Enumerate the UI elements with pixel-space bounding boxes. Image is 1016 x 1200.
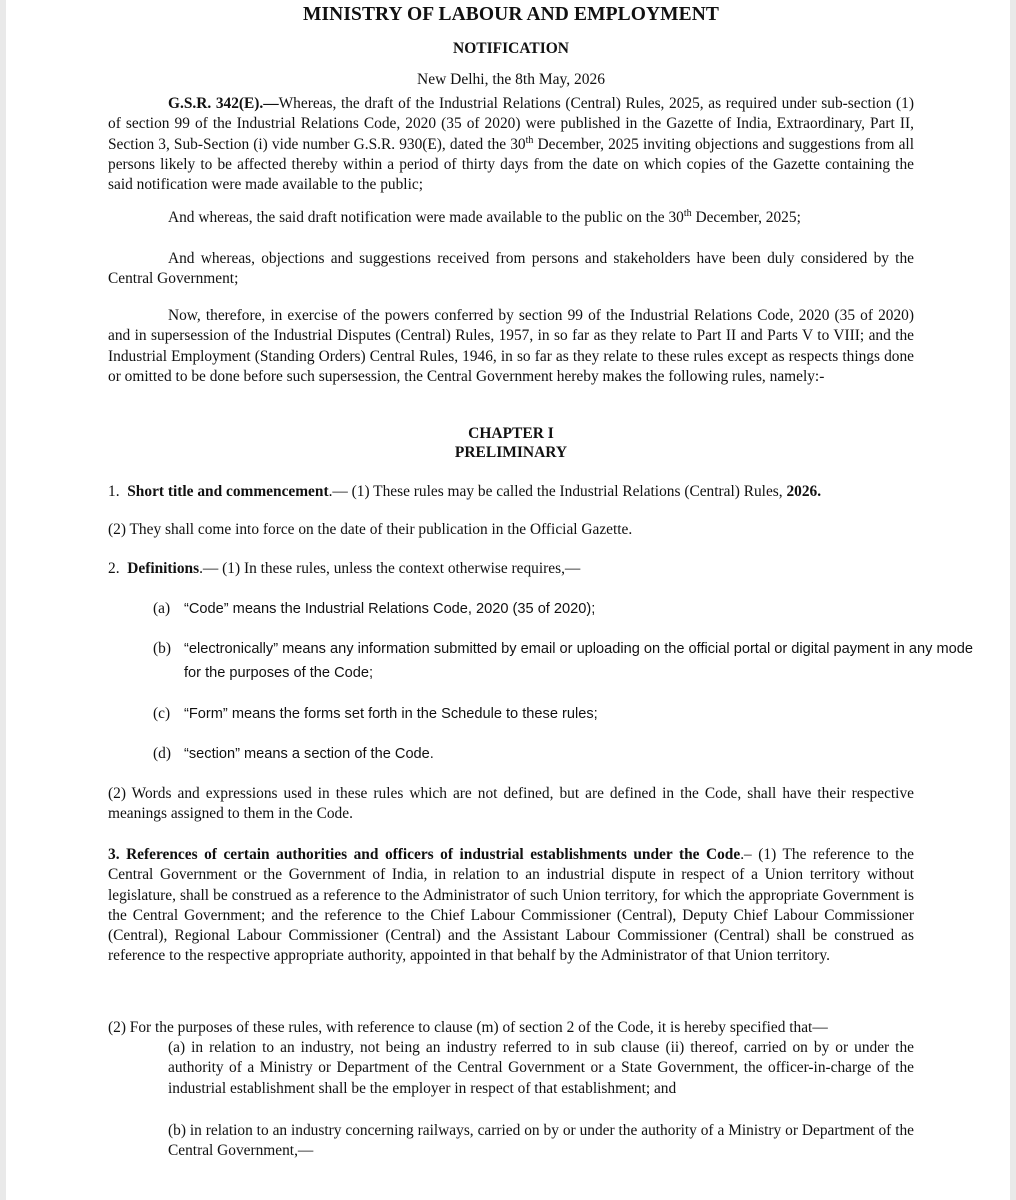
rule-1-subrule-2: (2) They shall come into force on the date of their publication in the Official Gazette. [108,521,633,538]
rule-1: 1. Short title and commencement.— (1) These rules may be called the Industrial Relations (Central) Rules, 2026. [108,483,822,500]
definition-clause-d: (d) “section” means a section of the Code. [153,745,434,762]
rule-2: 2. Definitions.— (1) In these rules, unless the context otherwise requires,— [108,560,581,577]
gsr-reference: G.S.R. 342(E).— [168,95,279,112]
rule-3-heading: 3. References of certain authorities and officers of industrial establishments under the Code [108,846,741,863]
rule-2-heading: Definitions [127,560,200,577]
definition-clause-b: (b) “electronically” means any information submitted by email or uploading on the official portal or digital payment in any mode for the purposes of the Code; [153,640,974,681]
preamble-paragraph-1: G.S.R. 342(E).—Whereas, the draft of the Industrial Relations (Central) Rules, 2025, as required under sub-section (1) of section 99 of the Industrial Relations Code, 2020 (35 of 2020) were published in the Gazette of India, Extraordinary, Part II, Section 3, Sub-Section (i) vide number G.S.R. 930(E), dated the 30th December, 2025 inviting objections and suggestions from all persons likely to be affected thereby within a period of thirty days from the date on which copies of the Gazette containing the said notification were made available to the public; [108,95,914,194]
rule-2-subrule-2: (2) Words and expressions used in these rules which are not defined, but are defined in the Code, shall have their respective meanings assigned to them in the Code. [108,785,914,823]
rule-1-heading: Short title and commencement [127,483,329,500]
rule-3-subrule-2: (2) For the purposes of these rules, with reference to clause (m) of section 2 of the Code, it is hereby specified that— [108,1019,828,1036]
definition-clause-a: (a) “Code” means the Industrial Relations Code, 2020 (35 of 2020); [153,600,596,617]
preamble-paragraph-4: Now, therefore, in exercise of the powers conferred by section 99 of the Industrial Relations Code, 2020 (35 of 2020) and in supersession of the Industrial Disputes (Central) Rules, 1957, in so far as they relate to Part II and Parts V to VIII; and the Industrial Employment (Standing Orders) Central Rules, 1946, in so far as they relate to these rules except as respects things done or omitted to be done before such supersession, the Central Government hereby makes the following rules, namely:- [108,307,914,385]
chapter-number: CHAPTER I [468,425,554,442]
ministry-heading: MINISTRY OF LABOUR AND EMPLOYMENT [302,4,720,25]
chapter-title: PRELIMINARY [454,444,568,461]
preamble-paragraph-3: And whereas, objections and suggestions received from persons and stakeholders have been duly considered by the Central Government; [108,250,914,288]
definition-clause-c: (c) “Form” means the forms set forth in the Schedule to these rules; [153,705,598,722]
place-date: New Delhi, the 8th May, 2026 [417,71,605,88]
rule-3-subrule-2-clause-b: (b) in relation to an industry concerning railways, carried on by or under the authority of a Ministry or Department of the Central Government,— [168,1122,914,1160]
rule-3-subrule-2-clause-a: (a) in relation to an industry, not being an industry referred to in sub clause (ii) thereof, carried on by or under the authority of a Ministry or Department of the Central Government or a State Government, the officer-in-charge of the industrial establishment shall be the employer in respect of that establishment; and [168,1039,914,1097]
notification-heading: NOTIFICATION [453,40,569,57]
document-page [6,0,1010,1200]
rule-3: 3. References of certain authorities and officers of industrial establishments under the Code.– (1) The reference to the Central Government or the Government of India, in relation to an industrial dispute in respect of a Union territory without legislature, shall be construed as a reference to the Administrator of such Union territory, for which the appropriate Government is the Central Government; and the reference to the Chief Labour Commissioner (Central), Deputy Chief Labour Commissioner (Central), Regional Labour Commissioner (Central) and the Assistant Labour Commissioner (Central) shall be construed as reference to the respective appropriate authority, appointed in that behalf by the Administrator of that Union territory. [108,846,914,965]
preamble-paragraph-2: And whereas, the said draft notification were made available to the public on the 30th December, 2025; [168,207,801,226]
